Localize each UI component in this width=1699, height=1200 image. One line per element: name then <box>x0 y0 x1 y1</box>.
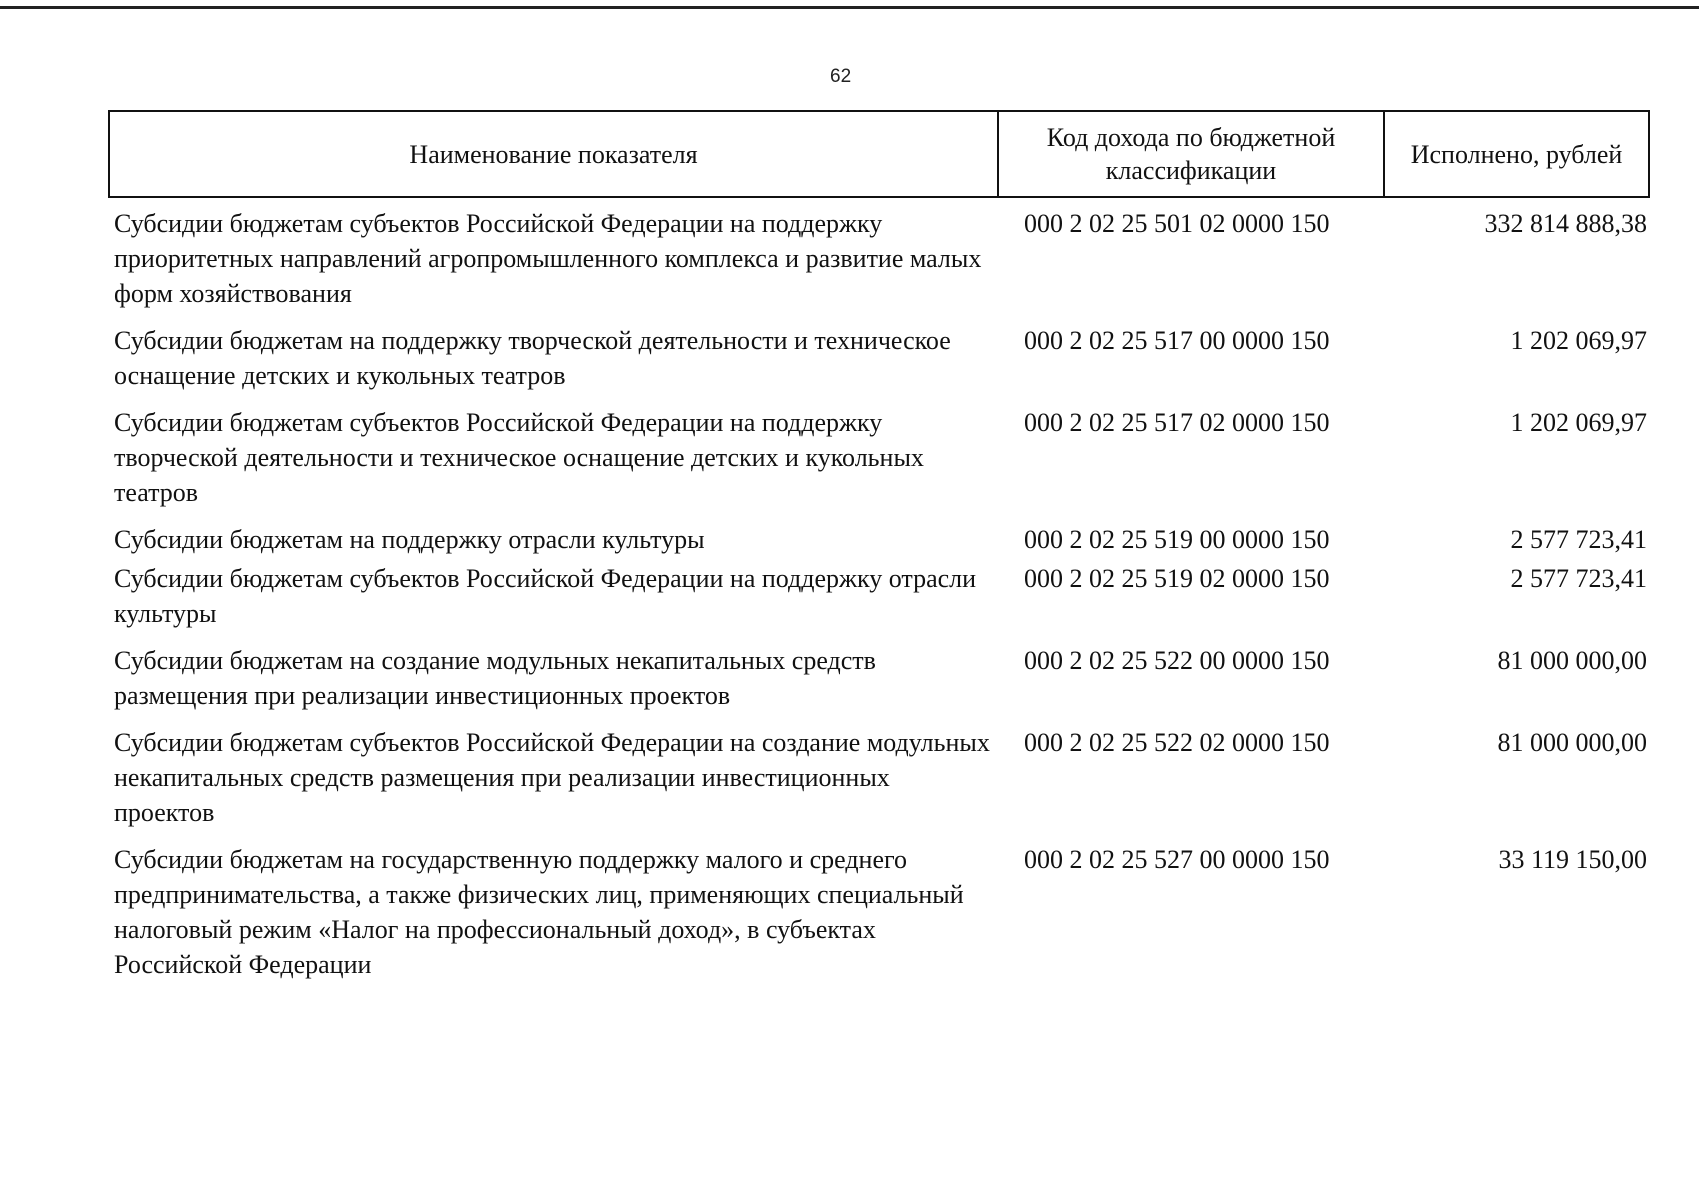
executed-amount-cell: 2 577 723,41 <box>1510 525 1647 554</box>
page-number: 62 <box>830 66 852 87</box>
executed-amount-cell: 81 000 000,00 <box>1497 646 1647 675</box>
income-code-cell: 000 2 02 25 522 00 0000 150 <box>1024 646 1330 675</box>
table-row <box>109 393 1649 510</box>
header-executed-amount: Исполнено, рублей <box>1384 111 1649 197</box>
table-row <box>109 830 1649 982</box>
indicator-name-cell: Субсидии бюджетам на государственную поддержку малого и среднего предпринимательства, а также физических лиц, применяющих специальный налоговый режим «Налог на профессиональный доход», в субъектах Российской Федерации <box>114 845 964 979</box>
executed-amount-cell: 81 000 000,00 <box>1497 728 1647 757</box>
executed-amount-cell: 33 119 150,00 <box>1498 845 1647 874</box>
income-code-cell: 000 2 02 25 527 00 0000 150 <box>1024 845 1330 874</box>
indicator-name-cell: Субсидии бюджетам субъектов Российской Федерации на поддержку отрасли культуры <box>114 564 977 628</box>
header-indicator-name: Наименование показателя <box>109 111 998 197</box>
indicator-name-cell: Субсидии бюджетам субъектов Российской Федерации на поддержку творческой деятельности и техническое оснащение детских и кукольных театров <box>114 408 924 507</box>
income-code-cell: 000 2 02 25 519 00 0000 150 <box>1024 525 1330 554</box>
budget-income-table <box>108 110 1650 982</box>
table-header-row <box>109 111 1649 197</box>
table-row <box>109 311 1649 393</box>
income-code-cell: 000 2 02 25 522 02 0000 150 <box>1024 728 1330 757</box>
income-code-cell: 000 2 02 25 517 00 0000 150 <box>1024 326 1330 355</box>
table-row <box>109 197 1649 311</box>
indicator-name-cell: Субсидии бюджетам на создание модульных некапитальных средств размещения при реализации инвестиционных проектов <box>114 646 876 710</box>
executed-amount-cell: 2 577 723,41 <box>1510 564 1647 593</box>
executed-amount-cell: 1 202 069,97 <box>1510 408 1647 437</box>
indicator-name-cell: Субсидии бюджетам субъектов Российской Федерации на поддержку приоритетных направлений агропромышленного комплекса и развитие малых форм хозяйствования <box>114 209 982 308</box>
executed-amount-cell: 1 202 069,97 <box>1510 326 1647 355</box>
income-code-cell: 000 2 02 25 517 02 0000 150 <box>1024 408 1330 437</box>
indicator-name-cell: Субсидии бюджетам субъектов Российской Федерации на создание модульных некапитальных средств размещения при реализации инвестиционных проектов <box>114 728 990 827</box>
table-row <box>109 631 1649 713</box>
executed-amount-cell: 332 814 888,38 <box>1484 209 1647 238</box>
indicator-name-cell: Субсидии бюджетам на поддержку творческой деятельности и техническое оснащение детских и кукольных театров <box>114 326 951 390</box>
indicator-name-cell: Субсидии бюджетам на поддержку отрасли культуры <box>114 525 705 554</box>
income-code-cell: 000 2 02 25 519 02 0000 150 <box>1024 564 1330 593</box>
table-row <box>109 510 1649 557</box>
table-row <box>109 557 1649 631</box>
header-income-code: Код дохода по бюджетной классификации <box>998 111 1384 197</box>
income-code-cell: 000 2 02 25 501 02 0000 150 <box>1024 209 1330 238</box>
top-border-rule <box>0 6 1699 9</box>
table-row <box>109 713 1649 830</box>
